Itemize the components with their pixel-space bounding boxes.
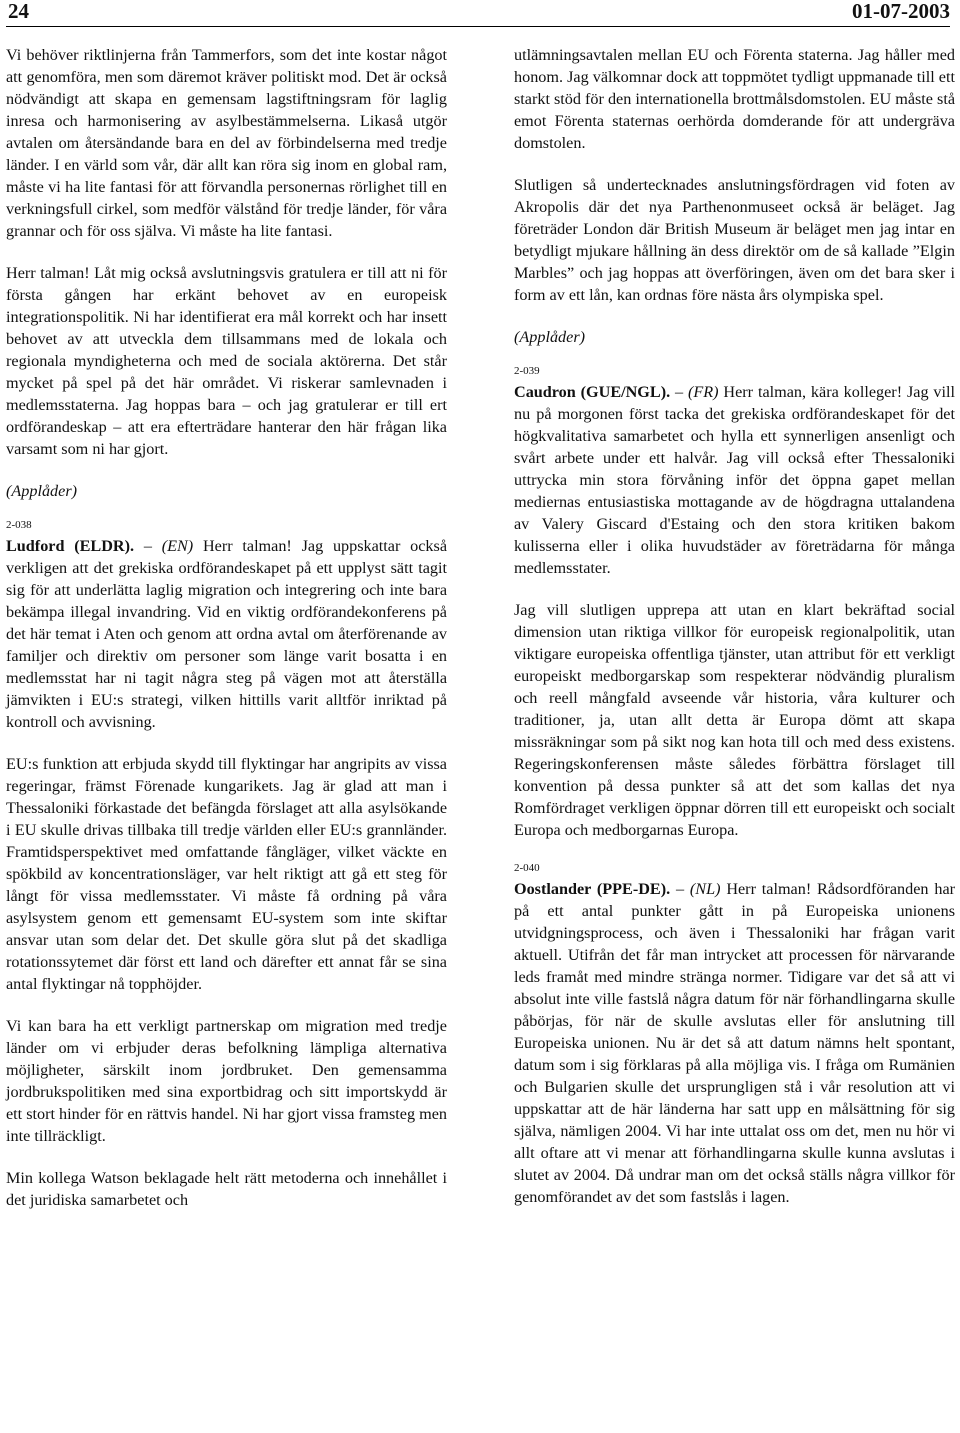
left-column xyxy=(6,44,447,1211)
applause-note: (Applåder) xyxy=(6,482,78,500)
speech-paragraph: Oostlander (PPE-DE). – (NL) Herr talman! Rådsordföranden har på ett antal punkter gått in på Europeiska unionens utvidgningsprocess, och även i Thessaloniki har frågan varit aktuell. Utifrån det får man intrycket att processen för närvarande leds framåt med mindre stränga normer. Tidigare var det så att vi absolut inte ville fastslå några datum för när förhandlingarna skulle påbörjas, för när de skulle avslutas eller för anslutning till Europeiska unionen. Nu är det så att datum nämns helt spontant, datum som i sig förklaras på alla möjliga vis. I fråga om Rumänien och Bulgarien skulle det ursprungligen stå i vår resolution att vi uppskattar att de här länderna har satt upp en målsättning för sig själva, nämligen 2004. Vi har inte uttalat oss om det, men nu hör vi allt oftare att vi menar att förhandlingarna skulle kunna avslutas i slutet av 2004. Då undrar man om det också ställs några villkor för genomförandet av det som fastslås i lagen. xyxy=(514,880,956,1206)
paragraph: Min kollega Watson beklagade helt rätt metoderna och innehållet i det juridiska samarbetet och xyxy=(6,1169,447,1209)
speech-paragraph: Caudron (GUE/NGL). – (FR) Herr talman, kära kolleger! Jag vill nu på morgonen först tacka det grekiska ordförandeskapet för det högkvalitativa samarbetet och hylla ett synnerligen ansenligt och svårt arbete under ett halvår. Jag vill också efter Thessaloniki uttrycka min stora förvåning inför det öppna gapet mellan mediernas entusiastiska mottagande av de högdragna uttalandena av Valery Giscard d'Estaing och den stora kritiken bakom kulisserna eller i olika huvudstäder av företrädarna för många medlemsstater. xyxy=(514,383,955,577)
language-code: (FR) xyxy=(687,383,719,401)
paragraph: Slutligen så undertecknades anslutningsfördragen vid foten av Akropolis där det nya Parthenonmuseet också är beläget. Jag företräder London där British Museum är beläget men jag intar en betydligt mjukare hållning än dess direktör om de så kallade ”Elgin Marbles” och jag hoppas att överföringen, även om det bara sker i form av ett lån, kan ordnas före nästa års olympiska spel. xyxy=(514,176,955,304)
speech-text: Herr talman, kära kolleger! Jag vill nu på morgonen först tacka det grekiska ordförandeskapet för det högkvalitativa samarbetet och hylla ett synnerligen ansenligt och svårt arbete under ett halvår. Jag vill också efter Thessaloniki uttrycka min stora förvåning inför det öppna gapet mellan mediernas entusiastiska mottagande av de högdragna uttalandena av Valery Giscard d'Estaing och den stora kritiken bakom kulisserna eller i olika huvudstäder av företrädarna för många medlemsstater. xyxy=(514,383,955,577)
page-date: 01-07-2003 xyxy=(852,0,950,23)
page-header xyxy=(6,0,950,27)
item-number: 2-039 xyxy=(514,365,540,377)
speaker-name: Oostlander (PPE-DE). xyxy=(514,880,671,898)
applause-note: (Applåder) xyxy=(514,328,586,346)
language-code: (NL) xyxy=(689,880,721,898)
page-number: 24 xyxy=(8,0,29,23)
paragraph: Vi kan bara ha ett verkligt partnerskap om migration med tredje länder om vi erbjuder deras befolkning lämpliga alternativa möjligheter, särskilt inom jordbruket. Den gemensamma jordbrukspolitiken med sina exportbidrag och sitt importskydd är ett stort hinder för en rättvis handel. Ni har gjort vissa framsteg men inte tillräckligt. xyxy=(6,1017,447,1145)
speech-text: Herr talman! Jag uppskattar också verkligen att det grekiska ordförandeskapet på ett upplyst sätt tagit sig för att underlätta laglig migration och integrering och inte bara bekämpa illegal invandring. Vid en viktig ordförandekonferens på det här temat i Aten och genom att ordna avtal om återförenande av familjer och direktiv om personer som länge varit bosatta i en medlemsstat har ni tagit några steg på vägen mot att återställa jämvikten i EU:s strategi, vilken hittills varit alltför inriktad på kontroll och avvisning. xyxy=(6,537,448,731)
paragraph: EU:s funktion att erbjuda skydd till flyktingar har angripits av vissa regeringar, främst Förenade kungarikets. Jag är glad att man i Thessaloniki förkastade det befängda förslaget att alla asylsökande i EU skulle drivas tillbaka till tredje världen eller EU:s grannländer. Framtidsperspektivet med omfattande fångläger, vilket väckte en spökbild av koncentrationsläger, var helt riktigt att gå ett steg för långt för vissa medlemsstater. Vi måste få ordning på våra asylsystem genom ett gemensamt EU-system som inte skiftar ansvar utan som delar det. Det skulle göra slut på det skadliga rotationssytemet där först ett land och därefter ett annat får se sina antal flyktingar nå topphöjder. xyxy=(6,755,447,993)
paragraph: utlämningsavtalen mellan EU och Förenta staterna. Jag håller med honom. Jag välkomnar dock att toppmötet tydligt uppmanade till ett starkt stöd för den internationella brottmålsdomstolen. EU måste stå emot Förenta staternas oerhörda domderande för att undergräva domstolen. xyxy=(514,46,956,152)
item-number: 2-038 xyxy=(6,519,32,531)
right-column xyxy=(514,44,955,1208)
paragraph: Herr talman! Låt mig också avslutningsvis gratulera er till att ni för första gången har erkänt behovet av en europeisk integrationspolitik. Ni har identifierat era mål korrekt och har insett behovet av att utveckla dem tillsammans med de lokala och regionala myndigheterna och med de sociala aktörerna. Det står mycket på spel på det här området. Vi riskerar samlevnaden i medlemsstaterna. Jag hoppas bara – och jag gratulerar er till ert ordförandeskap – att era efterträdare hanterar den här frågan lika varsamt som ni har gjort. xyxy=(6,264,447,458)
speech-text: Herr talman! Rådsordföranden har på ett antal punkter gått in på Europeiska unionens utvidgningsprocess, och även i Thessaloniki har frågan varit aktuell. Utifrån det får man intrycket att processen för närvarande leds framåt med mindre stränga normer. Tidigare var det så att vi absolut inte ville fastslå några datum för när förhandlingarna skulle påbörjas, för när de skulle avslutas eller för anslutning till Europeiska unionen. Nu är det så att datum nämns helt spontant, datum som i sig förklaras på alla möjliga vis. I fråga om Rumänien och Bulgarien skulle det ursprungligen stå i vår resolution att vi uppskattar att de här länderna har satt upp en målsättning för sig själva, nämligen 2004. Vi har inte uttalat oss om det, men nu hör vi allt oftare att vi menar att förhandlingarna skulle kunna avslutas i slutet av 2004. Då undrar man om det också ställs några villkor för genomförandet av det som fastslås i lagen. xyxy=(514,880,956,1206)
speaker-name: Caudron (GUE/NGL). xyxy=(514,383,671,401)
item-number: 2-040 xyxy=(514,862,540,874)
speech-paragraph: Ludford (ELDR). – (EN) Herr talman! Jag uppskattar också verkligen att det grekiska ordförandeskapet på ett upplyst sätt tagit sig för att underlätta laglig migration och integrering och inte bara bekämpa illegal invandring. Vid en viktig ordförandekonferens på det här temat i Aten och genom att ordna avtal om återförenande av familjer och direktiv om personer som länge varit bosatta i en medlemsstat har ni tagit några steg på vägen mot att återställa jämvikten i EU:s strategi, vilken hittills varit alltför inriktad på kontroll och avvisning. xyxy=(6,537,448,731)
speaker-name: Ludford (ELDR). xyxy=(6,537,135,555)
language-code: (EN) xyxy=(161,537,194,555)
paragraph: Vi behöver riktlinjerna från Tammerfors, som det inte kostar något att genomföra, men som däremot kräver politiskt mod. Det är också nödvändigt att skapa en gemensam lagstiftningsram för laglig inresa och harmonisering av asylbestämmelserna. Likaså utgör avtalen om återsändande bara en del av förbindelserna med tredje länder. I en värld som vår, där allt kan röra sig inom en global ram, måste vi ha lite fantasi för att förvandla personernas rörlighet till en verkningsfull cirkel, som medför välstånd för tredje länder, för våra grannar och för oss själva. Vi måste ha lite fantasi. xyxy=(6,46,447,240)
paragraph: Jag vill slutligen upprepa att utan en klart bekräftad social dimension utan riktiga villkor för europeisk regionalpolitik, utan viktigare europeiska offentliga tjänster, utan attribut för ett verkligt europeiskt medborgarskap som respekterar nödvändig pluralism och reell mångfald avseende vår historia, våra kulturer och traditioner, ja, utan allt detta är Europa dömt att skapa missräkningar som på sikt nog kan hota till och med dess existens. Regeringskonferensen måste således förbättra förslaget till konvention på dessa punkter så att det som kallas det nya Romfördraget verkligen öppnar dörren till ett europeiskt och socialt Europa och medborgarnas Europa. xyxy=(514,601,955,839)
